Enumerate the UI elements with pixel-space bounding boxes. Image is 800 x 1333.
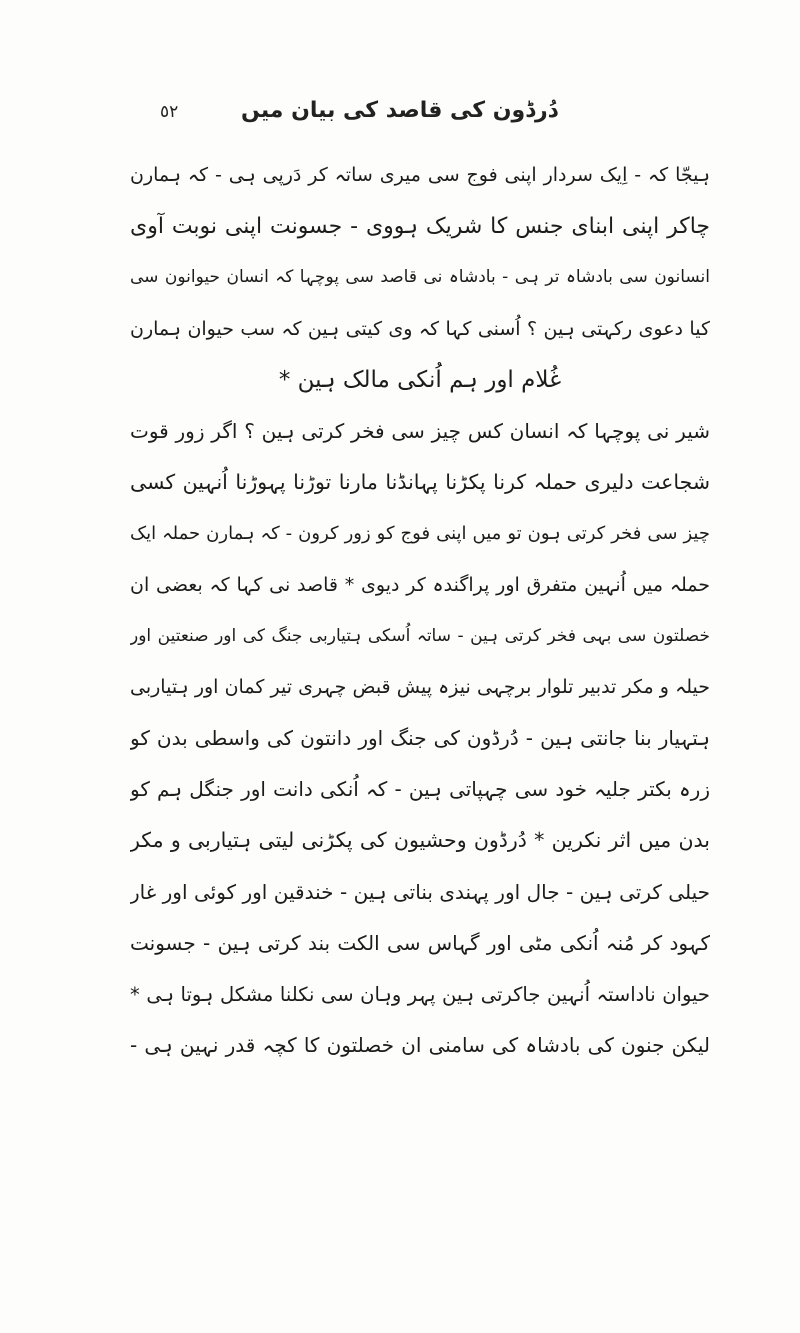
text-line: غُلام اور ہم اُنکی مالک ہین * [278, 366, 562, 393]
text-line: شجاعت دلیری حملہ کرنا پکڑنا پہانڈنا مارنا توڑنا پہوڑنا اُنہین کسی [130, 470, 710, 495]
text-line: حیلی کرتی ہین - جال اور پہندی بناتی ہین - خندقین اور کوئی اور غار [130, 879, 710, 904]
text-line: حیلہ و مکر تدبیر تلوار برچہی نیزہ پیش قبض چہری تیر کمان اور ہتیاربی [130, 675, 710, 698]
text-line: بدن میں اثر نکرین * دُرڈون وحشیون کی پکڑنی لیتی ہتیاربی و مکر [130, 828, 710, 853]
text-line: ہتہیار بنا جانتی ہین - دُرڈون کی جنگ اور دانتون کی واسطی بدن کو [130, 726, 710, 751]
text-line: شیر نی پوچہا کہ انسان کس چیز سی فخر کرتی ہین ؟ اگر زور قوت [130, 418, 710, 443]
running-title: دُرڈون کی قاصد کی بیان میں [241, 98, 559, 123]
text-line: حملہ میں اُنہین متفرق اور پراگندہ کر دیوی * قاصد نی کہا کہ بعضی ان [130, 573, 710, 596]
text-line: کہود کر مُنہ اُنکی مٹی اور گہاس سی الکت بند کرتی ہین - جسونت [130, 930, 710, 955]
text-line: لیکن جنون کی بادشاہ کی سامنی ان خصلتون کا کچہ قدر نہین ہی - [130, 1033, 710, 1058]
text-line: خصلتون سی بہی فخر کرتی ہین - ساتہ اُسکی ہتیاربی جنگ کی اور صنعتین اور [130, 625, 710, 646]
text-line: چیز سی فخر کرتی ہون تو میں اپنی فوج کو زور کرون - کہ ہمارن حملہ ایک [130, 523, 710, 545]
body-text [130, 150, 710, 1071]
page-header [0, 98, 800, 138]
text-line: ہیجّا کہ - اِیک سردار اپنی فوج سی میری ساتہ کر دَرپی ہی - کہ ہمارن [130, 164, 710, 186]
text-line: انسانون سی بادشاہ تر ہی - بادشاہ نی قاصد سی پوچہا کہ انسان حیوانون سی [130, 267, 710, 288]
text-line: زرہ بکتر جلیہ خود سی چہپاتی ہین - کہ اُنکی دانت اور جنگل ہم کو [130, 777, 710, 802]
text-line: چاکر اپنی ابنای جنس کا شریک ہووی - جسونت اپنی نوبت آوی [130, 214, 710, 240]
text-line: کیا دعوی رکہتی ہین ؟ اُسنی کہا کہ وی کیتی ہین کہ سب حیوان ہمارن [130, 317, 710, 340]
page-number: ٥٢ [160, 102, 179, 122]
text-line: حیوان ناداستہ اُنہین جاکرتی ہین پہر وہان سی نکلنا مشکل ہوتا ہی * [130, 983, 710, 1006]
